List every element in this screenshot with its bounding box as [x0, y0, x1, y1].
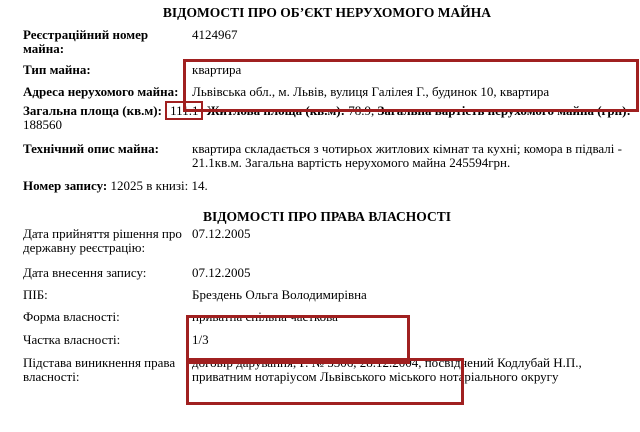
living-area-label: Житлова площа (кв.м):: [206, 103, 345, 118]
total-area-value-highlighted: 111.1: [165, 101, 203, 120]
record-number-value: 12025 в книзі: 14.: [110, 178, 208, 193]
total-value-label: Загальна вартість нерухомого майна (грн):: [377, 103, 631, 118]
ownership-share-label: Частка власності:: [23, 332, 121, 347]
address-label: Адреса нерухомого майна:: [23, 84, 179, 99]
field-row-reg-number: [23, 28, 631, 56]
address-value: Львівська обл., м. Львів, вулиця Галілея Г., будинок 10, квартира: [192, 84, 550, 99]
living-area-value: 78.9,: [348, 103, 375, 118]
decision-date-value: 07.12.2005: [192, 226, 251, 241]
reg-number-label: Реєстраційний номер майна:: [23, 27, 149, 56]
field-row-ownership-basis: [23, 356, 631, 384]
owner-name-value: Брездень Ольга Володимирівна: [192, 287, 367, 302]
field-row-address: [23, 85, 631, 99]
field-row-decision-date: [23, 227, 631, 255]
ownership-section-title: ВІДОМОСТІ ПРО ПРАВА ВЛАСНОСТІ: [203, 209, 451, 224]
entry-date-label: Дата внесення запису:: [23, 265, 147, 280]
ownership-share-value: 1/3: [192, 332, 209, 347]
ownership-form-label: Форма власності:: [23, 309, 120, 324]
field-row-tech-description: [23, 142, 631, 170]
record-number-label: Номер запису:: [23, 178, 108, 193]
entry-date-value: 07.12.2005: [192, 265, 251, 280]
ownership-basis-value: договір дарування, Р. № 5506, 28.12.2004, посвідчений Кодлубай Н.П., приватним нотаріусом Львівського міського нотаріального округу: [192, 355, 582, 384]
record-number-line: [23, 179, 631, 193]
field-row-ownership-share: [23, 333, 631, 347]
field-row-entry-date: [23, 266, 631, 280]
ownership-form-value: приватна спільна часткова: [192, 309, 338, 324]
total-value-value: 188560: [23, 117, 62, 132]
tech-description-value: квартира складається з чотирьох житлових кімнат та кухні; комора в підвалі - 21.1кв.м. Загальна вартість нерухомого майна 245594грн.: [192, 141, 622, 170]
ownership-basis-label: Підстава виникнення права власності:: [23, 355, 176, 384]
tech-description-label: Технічний опис майна:: [23, 141, 159, 156]
property-type-value: квартира: [192, 62, 242, 77]
reg-number-value: 4124967: [192, 27, 238, 42]
object-section-title: ВІДОМОСТІ ПРО ОБ’ЄКТ НЕРУХОМОГО МАЙНА: [162, 5, 492, 20]
owner-name-label: ПІБ:: [23, 287, 48, 302]
decision-date-label: Дата прийняття рішення про державну реєстрацію:: [23, 226, 182, 255]
area-summary-line: [23, 104, 631, 132]
field-row-owner-name: [23, 288, 631, 302]
property-type-label: Тип майна:: [23, 62, 91, 77]
field-row-property-type: [23, 63, 631, 77]
total-area-label: Загальна площа (кв.м):: [23, 103, 162, 118]
field-row-ownership-form: [23, 310, 631, 324]
